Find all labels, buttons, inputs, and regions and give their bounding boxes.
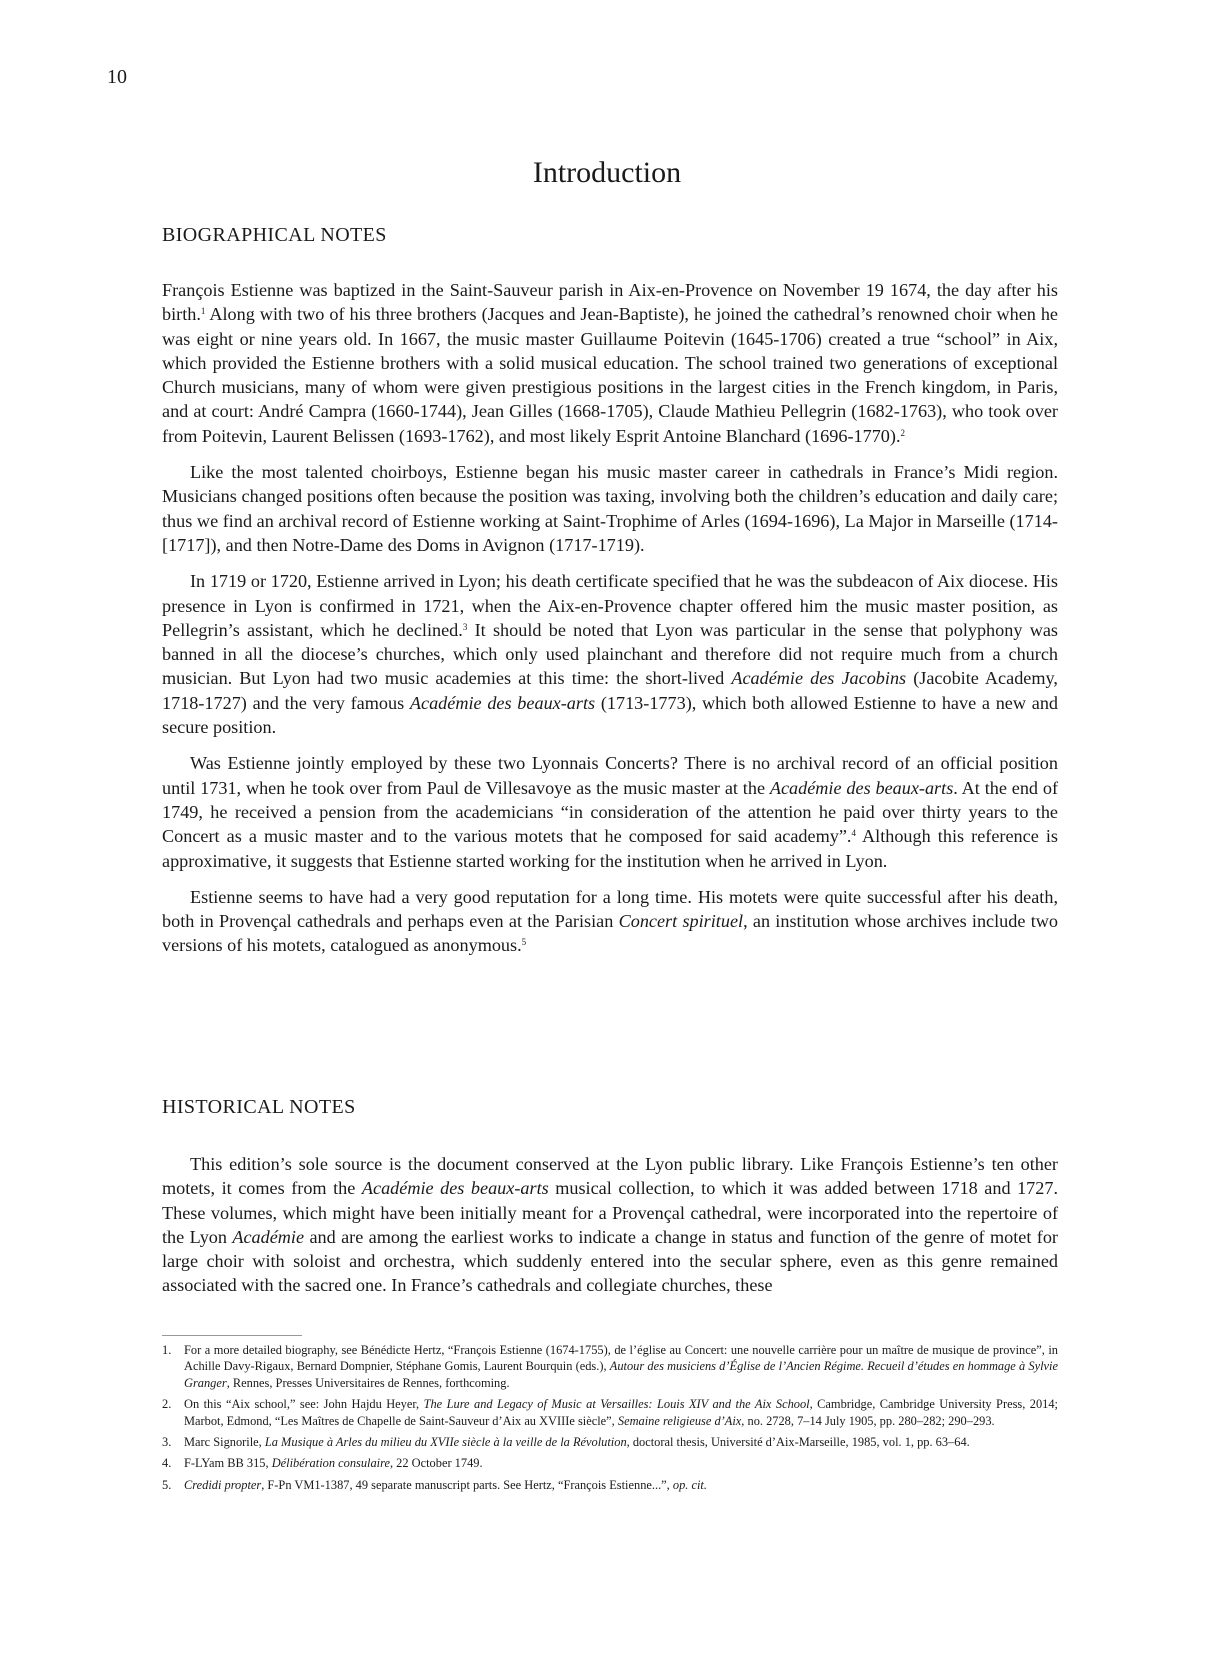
- footnote-ref[interactable]: 2: [900, 427, 905, 438]
- historical-notes-body: [162, 1152, 1058, 1310]
- paragraph: Was Estienne jointly employed by these two Lyonnais Concerts? There is no archival record of an official position until 1731, when he took over from Paul de Villesavoye as the music master at the Académie des beaux-arts. At the end of 1749, he received a pension from the academicians “in consideration of the attention he paid over thirty years to the Concert as a music master and to the various motets that he composed for said academy”.$^4$ Although this reference is approximative, it suggests that Estienne started working for the institution when he arrived in Lyon.: [162, 753, 1058, 871]
- page-number: 10: [107, 66, 127, 88]
- footnote-ref[interactable]: 4: [851, 828, 856, 839]
- section-heading-historical: HISTORICAL NOTES: [162, 1096, 356, 1118]
- section-heading-biographical: BIOGRAPHICAL NOTES: [162, 224, 387, 246]
- paragraph: This edition’s sole source is the document conserved at the Lyon public library. Like François Estienne’s ten other motets, it comes from the Académie des beaux-arts musical collection, to which it was added between 1718 and 1727. These volumes, which might have been initially meant for a Provençal cathedral, were incorporated into the repertoire of the Lyon Académie and are among the earliest works to indicate a change in status and function of the genre of motet for large choir with soloist and orchestra, which suddenly entered into the secular sphere, even as this genre remained associated with the sacred one. In France’s cathedrals and collegiate churches, these: [162, 1154, 1059, 1296]
- paragraph: Estienne seems to have had a very good reputation for a long time. His motets were quite successful after his death, both in Provençal cathedrals and perhaps even at the Parisian Concert spirituel, an institution whose archives include two versions of his motets, catalogued as anonymous.$^5$: [162, 886, 1058, 956]
- footnote-divider: [162, 1335, 302, 1336]
- footnote: 3. Marc Signorile, La Musique à Arles du milieu du XVIIe siècle à la veille de la Révolution, doctoral thesis, Université d’Aix-Marseille, 1985, vol. 1, pp. 63–64.: [162, 1435, 970, 1450]
- paragraph: François Estienne was baptized in the Saint-Sauveur parish in Aix-en-Provence on November 19 1674, the day after his birth.$^1$ Along with two of his three brothers (Jacques and Jean-Baptiste), he joined the cathedral’s renowned choir when he was eight or nine years old. In 1667, the music master Guillaume Poitevin (1645-1706) created a true “school” in Aix, which provided the Estienne brothers with a solid musical education. The school trained two generations of exceptional Church musicians, many of whom were given prestigious positions in the largest cities in the French kingdom, in Paris, and at court: André Campra (1660-1744), Jean Gilles (1668-1705), Claude Mathieu Pellegrin (1682-1763), who took over from Poitevin, Laurent Belissen (1693-1762), and most likely Esprit Antoine Blanchard (1696-1770).$^2$: [162, 280, 1058, 446]
- footnote-ref[interactable]: 1: [200, 306, 206, 317]
- paragraph: Like the most talented choirboys, Estienne began his music master career in cathedrals in France’s Midi region. Musicians changed positions often because the position was taxing, involving both the children’s education and daily care; thus we find an archival record of Estienne working at Saint-Trophime of Arles (1694-1696), La Major in Marseille (1714-[1717]), and then Notre-Dame des Doms in Avignon (1717-1719).: [162, 462, 1058, 555]
- footnote: 5. Credidi propter, F-Pn VM1-1387, 49 separate manuscript parts. See Hertz, “François Estienne...”, op. cit.: [162, 1477, 707, 1492]
- footnote: 4. F-LYam BB 315, Délibération consulaire, 22 October 1749.: [162, 1456, 483, 1471]
- biographical-notes-body: [162, 278, 1058, 970]
- footnote: 2. On this “Aix school,” see: John Hajdu Heyer, The Lure and Legacy of Music at Versailles: Louis XIV and the Aix School, Cambridge, Cambridge University Press, 2014; Marbot, Edmond, “Les Maîtres de Chapelle de Saint-Sauveur d’Aix au XVIIIe siècle”, Semaine religieuse d’Aix, no. 2728, 7–14 July 1905, pp. 280–282; 290–293.: [162, 1397, 1058, 1428]
- paragraph: In 1719 or 1720, Estienne arrived in Lyon; his death certificate specified that he was the subdeacon of Aix diocese. His presence in Lyon is confirmed in 1721, when the Aix-en-Provence chapter offered him the music master position, as Pellegrin’s assistant, which he declined.$^3$ It should be noted that Lyon was particular in the sense that polyphony was banned in all the diocese’s churches, which only used plainchant and therefore did not require much from a church musician. But Lyon had two music academies at this time: the short-lived Académie des Jacobins (Jacobite Academy, 1718-1727) and the very famous Académie des beaux-arts (1713-1773), which both allowed Estienne to have a new and secure position.: [162, 571, 1059, 738]
- page-title: Introduction: [532, 156, 682, 189]
- footnote: 1. For a more detailed biography, see Bénédicte Hertz, “François Estienne (1674-1755), de l’église au Concert: une nouvelle carrière pour un maître de musique de province”, in Achille Davy-Rigaux, Bernard Dompnier, Stéphane Gomis, Laurent Bourquin (eds.), Autour des musiciens d’Église de l’Ancien Régime. Recueil d’études en hommage à Sylvie Granger, Rennes, Presses Universitaires de Rennes, forthcoming.: [162, 1343, 1058, 1390]
- footnote-ref[interactable]: 5: [521, 937, 527, 948]
- footnotes: [162, 1342, 1058, 1498]
- footnote-ref[interactable]: 3: [462, 621, 468, 632]
